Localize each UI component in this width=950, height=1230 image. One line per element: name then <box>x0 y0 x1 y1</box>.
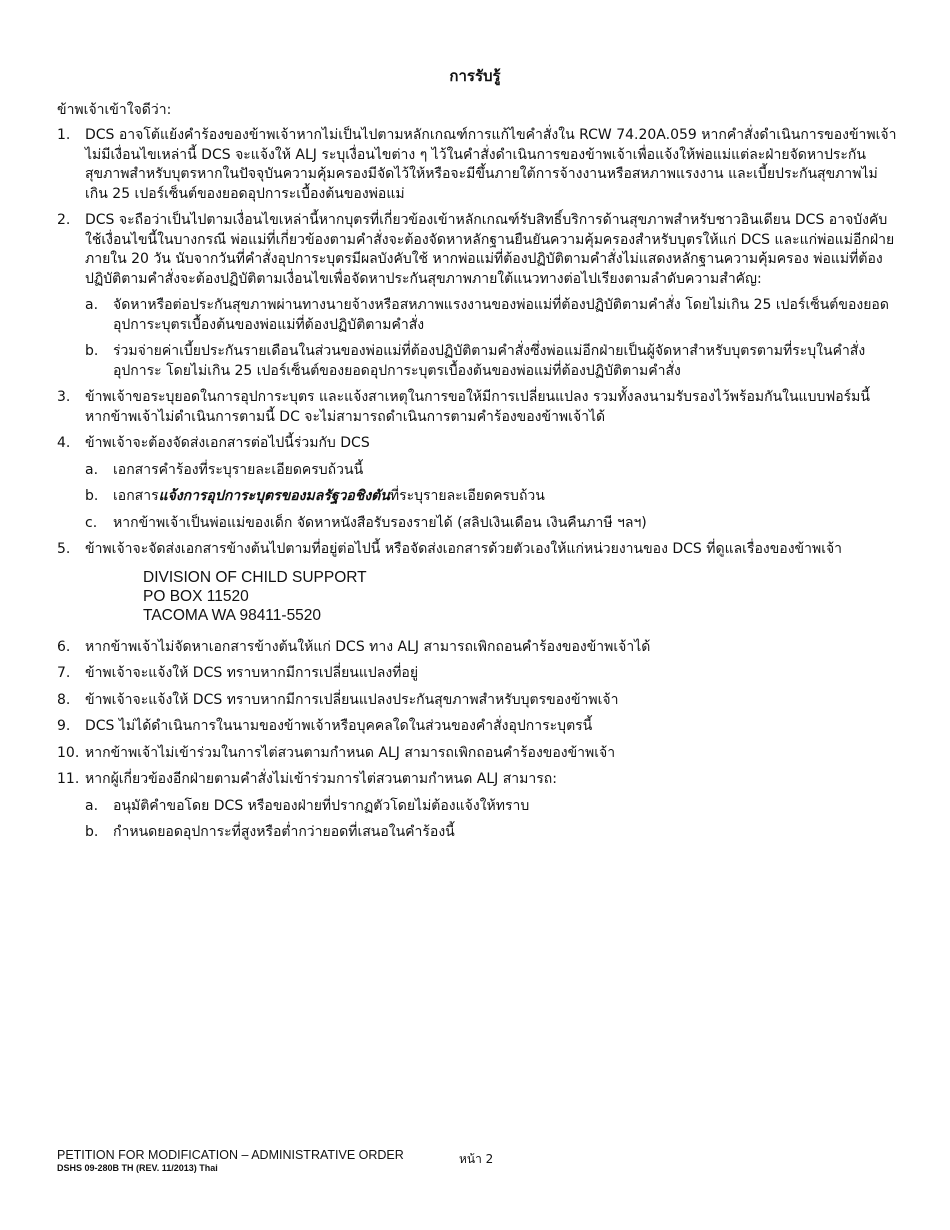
sub-item-letter: a. <box>85 297 99 313</box>
item-text: DCS อาจโต้แย้งคำร้องของข้าพเจ้าหากไม่เป็นไปตามหลักเกณฑ์การแก้ไขคำสั่งใน RCW 74.20A.059 หากคำสั่งดำเนินการของข้าพเจ้าไม่มีเงื่อนไขเหล่านี้ DCS จะแจ้งให้ ALJ ระบุเงื่อนไขต่าง ๆ ไว้ในคำสั่งดำเนินการของข้าพเจ้าเพื่อแจ้งให้พ่อแม่แต่ละฝ่ายจัดหาประกันสุขภาพสำหรับบุตรหากในปัจจุบันความคุ้มครองมีจัดไว้ให้หรือจะมีขึ้นภายใต้การจ้างงานหรือสหภาพแรงงาน และเบี้ยประกันสุขภาพไม่เกิน 25 เปอร์เซ็นต์ของยอดอุปการะเบื้องต้นของพ่อแม่ <box>85 127 897 202</box>
sub-item-text: ร่วมจ่ายค่าเบี้ยประกันรายเดือนในส่วนของพ่อแม่ที่ต้องปฏิบัติตามคำสั่งซึ่งพ่อแม่อีกฝ่ายเป็นผู้จัดหาสำหรับบุตรตามที่ระบุในคำสั่งอุปการะ โดยไม่เกิน 25 เปอร์เซ็นต์ของยอดอุปการะบุตรเบื้องต้นของพ่อแม่ที่ต้องปฏิบัติตามคำสั่ง <box>113 343 866 379</box>
page-number: หน้า 2 <box>459 1152 494 1166</box>
sub-item-letter: b. <box>85 488 99 504</box>
address-line: TACOMA WA 98411-5520 <box>143 606 322 624</box>
sub-item-text-suffix: ที่ระบุรายละเอียดครบถ้วน <box>389 488 545 504</box>
sub-item-text: กำหนดยอดอุปการะที่สูงหรือต่ำกว่ายอดที่เสนอในคำร้องนี้ <box>113 824 455 840</box>
sub-item <box>85 487 897 507</box>
item-text: ข้าพเจ้าจะแจ้งให้ DCS ทราบหากมีการเปลี่ยนแปลงประกันสุขภาพสำหรับบุตรของข้าพเจ้า <box>85 691 619 708</box>
sub-item-letter: c. <box>85 514 98 531</box>
item-number: 7. <box>57 665 71 681</box>
list-item <box>57 664 897 684</box>
form-title: PETITION FOR MODIFICATION – ADMINISTRATIVE ORDER <box>57 1148 404 1162</box>
list-item <box>57 126 897 204</box>
item-number: 3. <box>57 389 71 405</box>
sub-item <box>85 514 897 534</box>
list-item <box>57 540 897 631</box>
intro-text: ข้าพเจ้าเข้าใจดีว่า: <box>57 102 172 118</box>
address-line: PO BOX 11520 <box>143 587 249 605</box>
list-item <box>57 770 897 843</box>
item-text: หากผู้เกี่ยวข้องอีกฝ่ายตามคำสั่งไม่เข้าร่วมการไต่สวนตามกำหนด ALJ สามารถ: <box>85 771 557 787</box>
page-title: การรับรู้ <box>449 67 501 85</box>
item-number: 6. <box>57 638 71 655</box>
sub-item <box>85 823 897 843</box>
list-item <box>57 638 897 658</box>
item-number: 5. <box>57 541 71 557</box>
item-text: ข้าพเจ้าจะแจ้งให้ DCS ทราบหากมีการเปลี่ยนแปลงที่อยู่ <box>85 665 419 681</box>
item-number: 11. <box>57 771 80 787</box>
item-number: 10. <box>57 744 80 761</box>
item-text: ข้าพเจ้าขอระบุยอดในการอุปการะบุตร และแจ้งสาเหตุในการขอให้มีการเปลี่ยนแปลง รวมทั้งลงนามรับรองไว้พร้อมกันในแบบฟอร์มนี้ หากข้าพเจ้าไม่ดำเนินการตามนี้ DC จะไม่สามารถดำเนินการตามคำร้องของข้าพเจ้าได้ <box>85 389 870 425</box>
mailing-address <box>143 568 897 625</box>
item-text: หากข้าพเจ้าไม่จัดหาเอกสารข้างต้นให้แก่ DCS ทาง ALJ สามารถเพิกถอนคำร้องของข้าพเจ้าได้ <box>85 638 651 655</box>
list-item <box>57 434 897 533</box>
sub-item <box>85 296 897 335</box>
item-text: ข้าพเจ้าจะต้องจัดส่งเอกสารต่อไปนี้ร่วมกับ DCS <box>85 435 370 451</box>
item-text: ข้าพเจ้าจะจัดส่งเอกสารข้างต้นไปตามที่อยู่ต่อไปนี้ หรือจัดส่งเอกสารด้วยตัวเองให้แก่หน่วยงานของ DCS ที่ดูแลเรื่องของข้าพเจ้า <box>85 541 843 557</box>
item-number: 1. <box>57 127 71 143</box>
form-code: DSHS 09-280B TH (REV. 11/2013) Thai <box>57 1163 218 1173</box>
sub-item-text <box>113 487 897 507</box>
item-text: DCS ไม่ได้ดำเนินการในนามของข้าพเจ้าหรือบุคคลใดในส่วนของคำสั่งอุปการะบุตรนี้ <box>85 718 593 734</box>
list-item <box>57 717 897 737</box>
sub-item-text: จัดหาหรือต่อประกันสุขภาพผ่านทางนายจ้างหรือสหภาพแรงงานของพ่อแม่ที่ต้องปฏิบัติตามคำสั่ง โดยไม่เกิน 25 เปอร์เซ็นต์ของยอดอุปการะบุตรเบื้องต้นของพ่อแม่ที่ต้องปฏิบัติตามคำสั่ง <box>113 297 889 333</box>
sub-item <box>85 461 897 481</box>
sub-item <box>85 797 897 817</box>
address-line: DIVISION OF CHILD SUPPORT <box>143 568 367 586</box>
list-item <box>57 388 897 427</box>
acknowledgement-list <box>57 126 897 850</box>
sub-item-letter: b. <box>85 343 99 359</box>
list-item <box>57 744 897 764</box>
item-number: 4. <box>57 435 71 451</box>
sub-item-text: อนุมัติคำขอโดย DCS หรือของฝ่ายที่ปรากฏตัวโดยไม่ต้องแจ้งให้ทราบ <box>113 797 530 814</box>
item-text: หากข้าพเจ้าไม่เข้าร่วมในการไต่สวนตามกำหนด ALJ สามารถเพิกถอนคำร้องของข้าพเจ้า <box>85 744 616 761</box>
item-number: 9. <box>57 718 71 734</box>
sub-item-letter: a. <box>85 461 99 478</box>
list-item <box>57 691 897 711</box>
item-number: 8. <box>57 691 71 708</box>
sub-item-text: เอกสารคำร้องที่ระบุรายละเอียดครบถ้วนนี้ <box>113 461 364 478</box>
item-text: DCS จะถือว่าเป็นไปตามเงื่อนไขเหล่านี้หากบุตรที่เกี่ยวข้องเข้าหลักเกณฑ์รับสิทธิ์บริการด้านสุขภาพสำหรับชาวอินเดียน DCS อาจบังคับใช้เงื่อนไขนี้ในบางกรณี พ่อแม่ที่เกี่ยวข้องตามคำสั่งจะต้องจัดหาหลักฐานยืนยันความคุ้มครองสำหรับบุตรให้แก่ DCS และแก่พ่อแม่อีกฝ่ายภายใน 20 วัน นับจากวันที่คำสั่งอุปการะบุตรมีผลบังคับใช้ หากพ่อแม่ที่ต้องปฏิบัติตามคำสั่งไม่แสดงหลักฐานความคุ้มครอง พ่อแม่ที่ต้องปฏิบัติตามคำสั่งจะต้องปฏิบัติตามเงื่อนไขเพื่อจัดหาประกันสุขภาพภายใต้แนวทางต่อไปเรียงตามลำดับความสำคัญ: <box>85 212 895 287</box>
sub-item-letter: a. <box>85 797 99 814</box>
list-item <box>57 211 897 381</box>
sub-item <box>85 342 897 381</box>
sub-item-text: หากข้าพเจ้าเป็นพ่อแม่ของเด็ก จัดหาหนังสือรับรองรายได้ (สลิปเงินเดือน เงินคืนภาษี ฯลฯ) <box>113 514 647 531</box>
page-footer <box>57 1148 917 1173</box>
item-number: 2. <box>57 212 71 228</box>
form-name-emphasis: แจ้งการอุปการะบุตรของมลรัฐวอชิงตัน <box>158 488 390 504</box>
sub-item-letter: b. <box>85 824 99 840</box>
sub-item-text-prefix: เอกสาร <box>113 488 159 504</box>
